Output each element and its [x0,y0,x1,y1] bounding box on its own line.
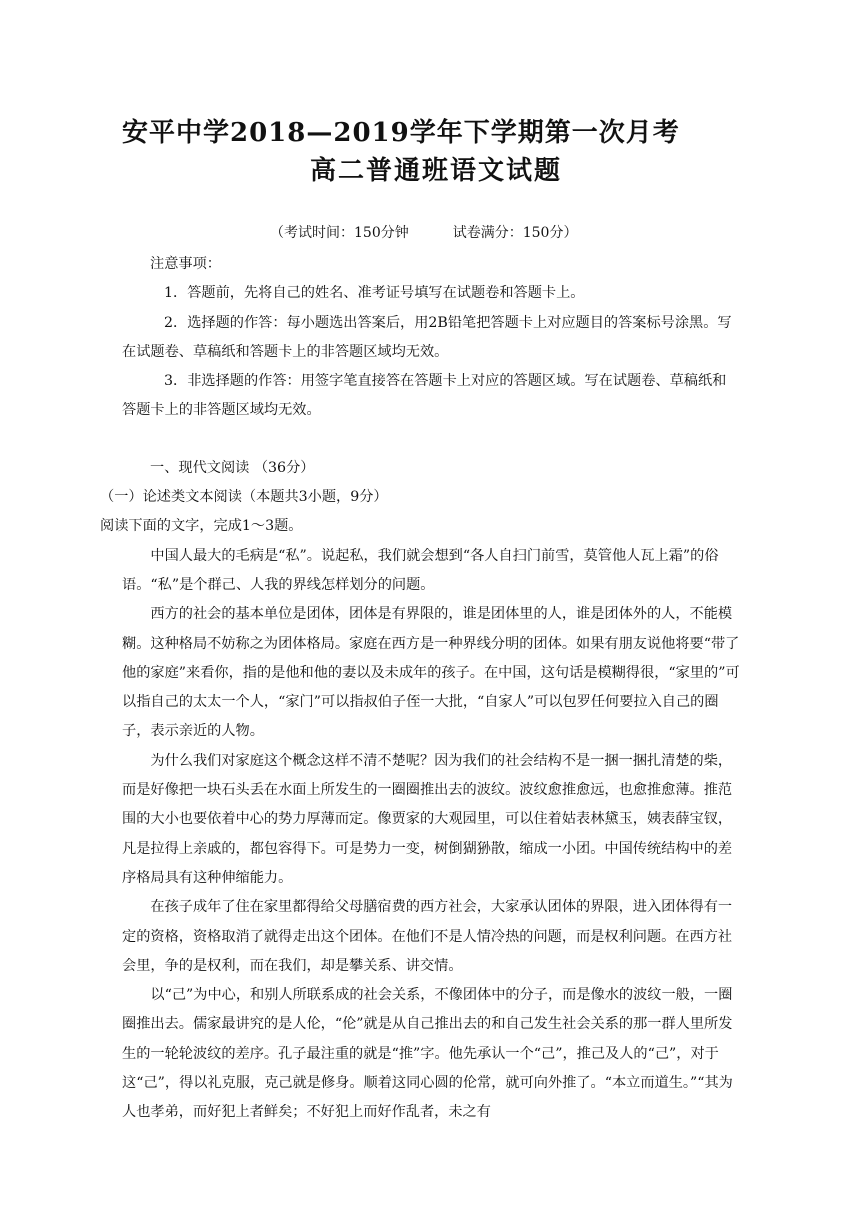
exam-score: 试卷满分：150分） [452,225,578,241]
notes-item-3: 3．非选择题的作答：用签字笔直接答在答题卡上对应的答题区域。写在试题卷、草稿纸和答题卡上的非答题区域均无效。 [122,373,727,419]
notes-item-1: 1．答题前，先将自己的姓名、准考证号填写在试题卷和答题卡上。 [164,285,585,302]
notes-heading: 注意事项： [150,256,221,272]
passage-paragraph: 以“己”为中心，和别人所联系成的社会关系，不像团体中的分子，而是像水的波纹一般，一圈圈推出去。儒家最讲究的是人伦，“伦”就是从自己推出去的和自己发生社会关系的那一群人里所发生的一轮轮波纹的差序。孔子最注重的就是“推”字。他先承认一个“己”，推己及人的“己”，对于这“己”，得以礼克服，克己就是修身。顺着这同心圆的伦常，就可向外推了。“本立而道生。”“其为人也孝弟，而好犯上者鲜矣；不好犯上而好作乱者，未之有 [122,987,733,1121]
passage-paragraph: 西方的社会的基本单位是团体，团体是有界限的，谁是团体里的人，谁是团体外的人，不能模糊。这种格局不妨称之为团体格局。家庭在西方是一种界线分明的团体。如果有朋友说他将要“带了他的家庭”来看你，指的是他和他的妻以及未成年的孩子。在中国，这句话是模糊得很，“家里的”可以指自己的太太一个人，“家门”可以指叔伯子侄一大批，“自家人”可以包罗任何要拉入自己的圈子，表示亲近的人物。 [122,606,740,740]
document-body [100,250,740,1128]
subsection-heading: （一）论述类文本阅读（本题共3小题，9分） [100,489,388,506]
passage-paragraph: 为什么我们对家庭这个概念这样不清不楚呢？因为我们的社会结构不是一捆一捆扎清楚的柴，而是好像把一块石头丢在水面上所发生的一圈圈推出去的波纹。波纹愈推愈远，也愈推愈薄。推范围的大小也要依着中心的势力厚薄而定。像贾家的大观园里，可以住着姑表林黛玉，姨表薛宝钗，凡是拉得上亲戚的，都包容得下。可是势力一变，树倒猢狲散，缩成一小团。中国传统结构中的差序格局具有这种伸缩能力。 [122,752,733,886]
exam-title: 安平中学2018—2019学年下学期第一次月考 [122,118,680,148]
section-heading: 一、现代文阅读 （36分） [150,459,315,476]
exam-info [270,222,577,242]
reading-instruction: 阅读下面的文字，完成1～3题。 [100,518,303,535]
exam-time: （考试时间：150分钟 [270,225,409,241]
exam-subtitle: 高二普通班语文试题 [310,156,563,186]
passage-paragraph: 中国人最大的毛病是“私”。说起私，我们就会想到“各人自扫门前雪，莫管他人瓦上霜”的俗语。“私”是个群己、人我的界线怎样划分的问题。 [122,547,719,593]
passage-paragraph: 在孩子成年了住在家里都得给父母膳宿费的西方社会，大家承认团体的界限，进入团体得有一定的资格，资格取消了就得走出这个团体。在他们不是人情冷热的问题，而是权利问题。在西方社会里，争的是权利，而在我们，却是攀关系、讲交情。 [122,899,733,974]
notes-item-2: 2．选择题的作答：每小题选出答案后，用2B铅笔把答题卡上对应题目的答案标号涂黑。写在试题卷、草稿纸和答题卡上的非答题区域均无效。 [122,314,732,360]
